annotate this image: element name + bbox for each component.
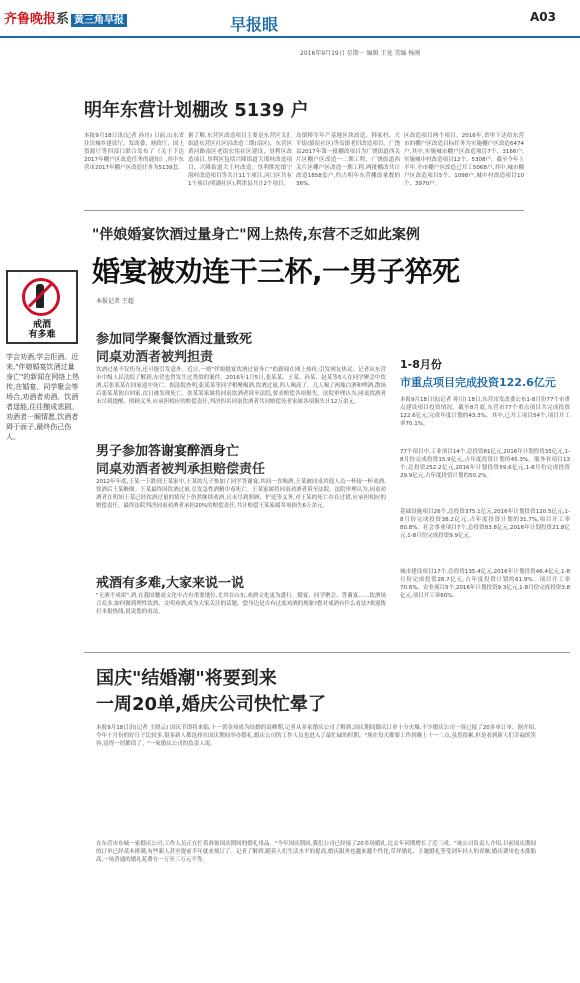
page-header bbox=[0, 0, 580, 40]
article2-sub1b: 同桌劝酒者被判担责 bbox=[96, 350, 214, 365]
article3-title-line1: 国庆"结婚潮"将要到来 bbox=[96, 668, 277, 689]
right-p3: 基础设施项目26个,总投资375.1亿元,2016年计划投资120.5亿元,1-8月份完成投资38.2亿元,占年度投资计划的31.7%,项目开工率80.8%。社会事业项目7个,总投资83.8亿元,2016年计划投资21.8亿元,1-8月份完成投资9.9亿元。 bbox=[400, 509, 570, 539]
right-label: 1-8月份 bbox=[400, 358, 442, 371]
right-title: 市重点项目完成投资122.6亿元 bbox=[400, 376, 556, 389]
divider bbox=[84, 652, 570, 653]
article1-col2: 据了解,东营区改造项目主要是东营区文汇街道东营区社区居改造二期(南区)、东营区黄河路南区老街宏伟社区建设、垦利区改造项目,垦利区包括兴隆街道大邢村改造项目、兴隆街道大王村改造、垦利胜坨镇宁海村改造项目等共计11个项目,河口区共有1个项目(明湖社区),利津县共计2个项目。 bbox=[188, 133, 292, 187]
article3-title-line2: 一周20单,婚庆公司快忙晕了 bbox=[96, 694, 326, 715]
dateline: 2016年9月19日 星期一 编辑 王龙 美编 杨刚 bbox=[300, 50, 421, 57]
newspaper-logo bbox=[4, 8, 127, 27]
article1-col3: 岛镇桥军年产基地区块改造、韩家村、大平街(镇原社区)等岛镇老旧改造项目。广饶县2017年第一批棚改项目为广饶街道西关片区棚户区改造一二期工程、广饶街道西关片区棚户区改造一期工程,两批棚改共计改造1858套户,约占明年东营棚改量数的36%。 bbox=[296, 133, 400, 187]
right-p2: 77个项目中,工业项目14个,总投资81亿元,2016年计划投资35亿元,1-8月份完成投资15.9亿元,占年度投资计划的45.3%。服务业项目13个,总投资252.2亿元,2016年计划投资59.6亿元,1-8月份完成投资29.9亿元,占年度投资计划的50.2%。 bbox=[400, 449, 570, 479]
logo-name: 齐鲁晚报 bbox=[4, 12, 57, 27]
no-drinking-box bbox=[6, 270, 78, 344]
article3-p2: 在东营市东城一家婚庆公司,工作人员正在忙着准备国庆期间的婚礼用品。"今年国庆期间,我们公司已经接了20多场婚礼,比去年同期增长了近三成。"该公司负责人介绍,目前国庆期间的订单已经基本排满,有些新人甚至提前半年就来预订了。记者了解到,随着人们生活水平的提高,婚庆服务也越来越个性化,草坪婚礼、主题婚礼等受到年轻人的青睐,婚庆费用也水涨船高,一场普通的婚礼花费在一万至三万元不等。 bbox=[96, 841, 536, 863]
article2-p1: 饮酒过量不仅伤身,还可能引发意外。近日,一则"伴娘婚宴饮酒过量身亡"的新闻在网上热传,引发网友热议。记者从东营市中级人民法院了解到,东营也曾发生过类似的案件。2016年1月5日,张某某、王某、孙某、赵某等5人在同学聚会中饮酒,后张某某在回家途中死亡。据法院查明,张某某等同学相聚喝酒,饮酒过量,四人喝高了。几人喝了两瓶白酒和啤酒,散场后张某某独自回家,次日被发现死亡。张某某家属将同桌饮酒者诉至法院,要求赔偿各项损失。法院审理认为,同桌饮酒者未尽到提醒、照顾义务,应承担相应的赔偿责任,判决四名同桌饮酒者共同赔偿死者家属各项损失计12万余元。 bbox=[96, 367, 386, 405]
logo-sys: 系 bbox=[56, 12, 70, 27]
logo-badge: 黄三角早报 bbox=[71, 14, 127, 27]
article2-byline: 本报记者 王超 bbox=[96, 298, 134, 305]
article3-p1: 本报9月18日讯(记者 王晓云) 国庆节即将来临,十一黄金周成为结婚的高峰期,记者从多家婚庆公司了解到,国庆期间婚庆订单十分火爆,不少婚庆公司一周已接了20多单订单。据介绍,今年十月份的好日子比较多,很多新人都选择在国庆期间举办婚礼,婚庆公司的工作人员也进入了最忙碌的时期。"现在每天都要工作到晚上十一二点,虽然很累,但是看到新人们幸福的笑容,觉得一切都值了。"一家婚庆公司的负责人说。 bbox=[96, 725, 536, 747]
page-number: A03 bbox=[530, 10, 556, 24]
prohibition-circle-icon bbox=[22, 278, 60, 316]
header-divider bbox=[0, 36, 580, 38]
article2-sub2b: 同桌劝酒者被判承担赔偿责任 bbox=[96, 462, 266, 477]
section-title: 早报眼 bbox=[230, 15, 279, 34]
article2-pretitle: "伴娘婚宴饮酒过量身亡"网上热传,东营不乏如此案例 bbox=[92, 227, 420, 243]
divider bbox=[84, 210, 524, 211]
article2-sub3: 戒酒有多难,大家来说一说 bbox=[96, 576, 244, 591]
article1-col1: 本报9月18日讯(记者 孙川) 日前,山东省住房城乡建设厅、发改委、财政厅、国土资源厅等四部门联合发布了《关于下达2017年棚户区改造任务的通知》,其中东营市2017年棚户区改造任务为5139套。 bbox=[84, 133, 184, 171]
article1-col4: 区改造项目两个项目。2016年,省里下达给东营市的棚户区改造目标任务为实施棚户区改造6474户,其中,实施城市棚户区改造项目7个、3166户,实施城中村改造项目12个、5308户。截至今年上半年,全市棚户区改造已开工5068户,其中,城市棚户区改造项目5个、1098户,城中村改造项目10个、3970户。 bbox=[404, 133, 524, 187]
article1-title: 明年东营计划棚改 5139 户 bbox=[84, 100, 309, 121]
sidebar bbox=[6, 270, 80, 442]
right-p1: 本报9月18日讯(记者 孙川) 18日,东营市发改委公布1-8月份77个市重点建设项目投资情况。截至8月底,东营市77个重点项目共完成投资122.6亿元,完成年度计划的43.3%。其中,已开工项目54个,项目开工率70.1%。 bbox=[400, 397, 570, 427]
article2-sub1: 参加同学聚餐饮酒过量致死 bbox=[96, 332, 253, 347]
sidebar-text: 学会劝酒,学会拒酒。近来,"伴娘婚宴饮酒过量身亡"的新闻在网络上热传,在婚宴、同学聚会等场合,劝酒者劝酒、饮酒者逞能,往往酿成悲剧。劝酒者一厢情愿,饮酒者碍于面子,最终伤己伤人。 bbox=[6, 353, 80, 441]
box-label: 戒酒 有多难 bbox=[28, 320, 56, 340]
article2-p3: "无酒不成席",酒,在我国餐桌文化中占有重要地位,尤其在山东,劝酒文化更为盛行。婚宴、同学聚会、答谢宴……饮酒场合众多,如何做到理性饮酒、文明劝酒,成为大家关注的话题。您身边是否有过度劝酒的现象?您对戒酒有什么看法?欢迎拨打本报热线,说说您的看法。 bbox=[96, 593, 386, 615]
article2-p2: 2012年年底,王某一下跌到王某家中,王某的儿子参加了同学答谢宴,其间一直喝酒,王某被同桌其他人员一杯接一杯劝酒,饮酒后王某醉倒。王某最终因饮酒过量,引发急性酒精中毒死亡。王某家属将同桌劝酒者诉至法院。法院审理认为,同桌劝酒者在明知王某已经饮酒过量的情况下仍然继续劝酒,且未尽到照顾、护送等义务,对王某的死亡存在过错,应承担相应的赔偿责任。最终法院判决同桌劝酒者承担20%的赔偿责任,共计赔偿王某家属各项损失6万余元。 bbox=[96, 479, 386, 509]
right-p4: 城市建设项目17个,总投资135.4亿元,2016年计划投资46.4亿元,1-8月份完成投资28.7亿元,占年度投资计划的61.9%。项目开工率70.6%。农业项目5个,2016年计划投资9.3亿元,1-8月份完成投资3.8亿元,项目开工率60%。 bbox=[400, 569, 570, 599]
article2-title: 婚宴被劝连干三杯,一男子猝死 bbox=[92, 255, 460, 288]
article2-sub2: 男子参加答谢宴醉酒身亡 bbox=[96, 444, 240, 459]
